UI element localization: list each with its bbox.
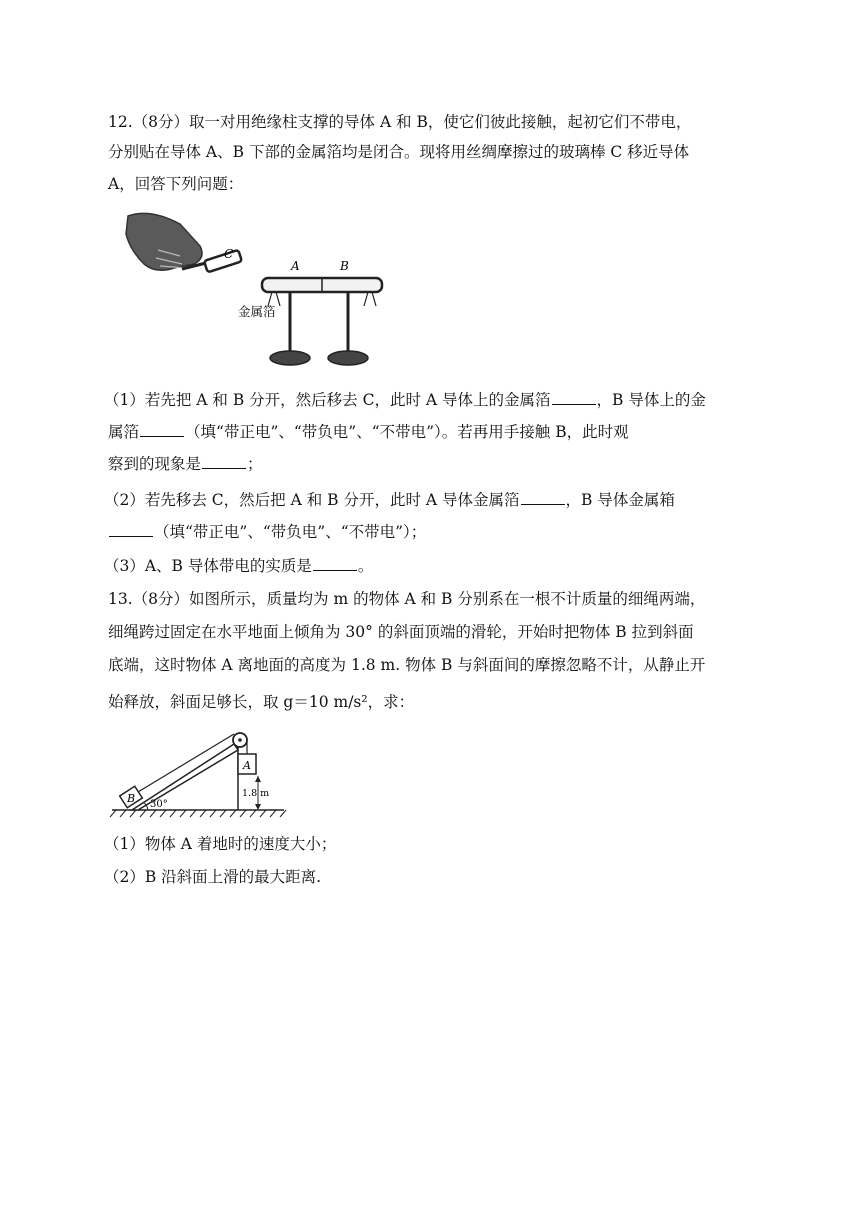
- answer-blank-a-foil-2[interactable]: [521, 490, 565, 505]
- label-c: C: [224, 247, 234, 261]
- height-arrow-top: [255, 776, 261, 782]
- foil-b: [364, 292, 376, 306]
- q13-text-line-1: 13.（8分）如图所示，质量均为 m 的物体 A 和 B 分别系在一根不计质量的细绳两端，: [108, 590, 706, 608]
- answer-blank-phenomenon[interactable]: [202, 454, 246, 469]
- q13-text-line-4: 始释放，斜面足够长，取 g＝10 m/s²，求：: [108, 693, 415, 711]
- label-a: A: [291, 259, 300, 273]
- answer-blank-essence[interactable]: [313, 556, 357, 571]
- hand-shape: [126, 213, 202, 270]
- q12-part2-text-c: （填“带正电”、“带负电”、“不带电”）；: [154, 523, 427, 541]
- rope-incline: [138, 734, 234, 792]
- q13-part2: （2）B 沿斜面上滑的最大距离.: [104, 868, 322, 886]
- label-foil: 金属箔: [238, 304, 276, 319]
- label-block-a: A: [243, 759, 251, 772]
- answer-blank-b-foil-2[interactable]: [109, 522, 153, 537]
- q13-text-line-2: 细绳跨过固定在水平地面上倾角为 30° 的斜面顶端的滑轮，开始时把物体 B 拉到斜面: [108, 623, 694, 641]
- q13-part1: （1）物体 A 着地时的速度大小；: [104, 835, 337, 853]
- height-arrow-bottom: [255, 804, 261, 810]
- q12-part1-text-b: ，B 导体上的金: [596, 391, 706, 409]
- ground-hatch: [110, 810, 286, 817]
- label-height: 1.8 m: [242, 788, 270, 799]
- q12-part1-line-1: [104, 389, 754, 411]
- base-b: [328, 351, 368, 365]
- q12-part1-text-e: 察到的现象是: [108, 455, 202, 473]
- q12-part3-text-a: （3）A、B 导体带电的实质是: [104, 557, 312, 575]
- q12-part3-text-b: 。: [357, 557, 374, 575]
- glass-rod: [204, 250, 242, 273]
- q12-part1-text-d: （填“带正电”、“带负电”、“不带电”）。若再用手接触 B，此时观: [185, 423, 629, 441]
- q12-part2-line-1: [104, 489, 754, 511]
- incline-figure: [108, 724, 288, 820]
- electroscope-figure: [120, 206, 390, 376]
- q12-part1-text-f: ；: [247, 455, 263, 473]
- answer-blank-b-foil[interactable]: [140, 422, 184, 437]
- label-angle: 30°: [150, 799, 168, 810]
- q12-text-line-2: 分别贴在导体 A、B 下部的金属箔均是闭合。现将用丝绸摩擦过的玻璃棒 C 移近导体: [108, 143, 690, 161]
- base-a: [270, 351, 310, 365]
- q13-text-line-3: 底端，这时物体 A 离地面的高度为 1.8 m. 物体 B 与斜面间的摩擦忽略不计，从静止开: [108, 656, 706, 674]
- q12-part2-text-b: ，B 导体金属箱: [565, 491, 675, 509]
- label-b: B: [340, 259, 349, 273]
- q12-part1-text-a: （1）若先把 A 和 B 分开，然后移去 C，此时 A 导体上的金属箔: [104, 391, 551, 409]
- q12-text-line-1: 12.（8分）取一对用绝缘柱支撑的导体 A 和 B，使它们彼此接触，起初它们不带电，: [108, 113, 692, 131]
- q12-part3-line: [104, 555, 754, 577]
- q12-part2-line-2: [108, 521, 758, 543]
- q12-part1-text-c: 属箔: [108, 423, 140, 441]
- incline-surface: [132, 744, 238, 810]
- q12-part1-line-2: [108, 421, 758, 443]
- label-block-b: B: [127, 792, 136, 805]
- q12-part2-text-a: （2）若先移去 C，然后把 A 和 B 分开，此时 A 导体金属箔: [104, 491, 520, 509]
- answer-blank-a-foil[interactable]: [552, 390, 596, 405]
- q12-text-line-3: A，回答下列问题：: [108, 175, 244, 193]
- pulley-axle: [238, 738, 242, 742]
- q12-part1-line-3: [108, 453, 758, 475]
